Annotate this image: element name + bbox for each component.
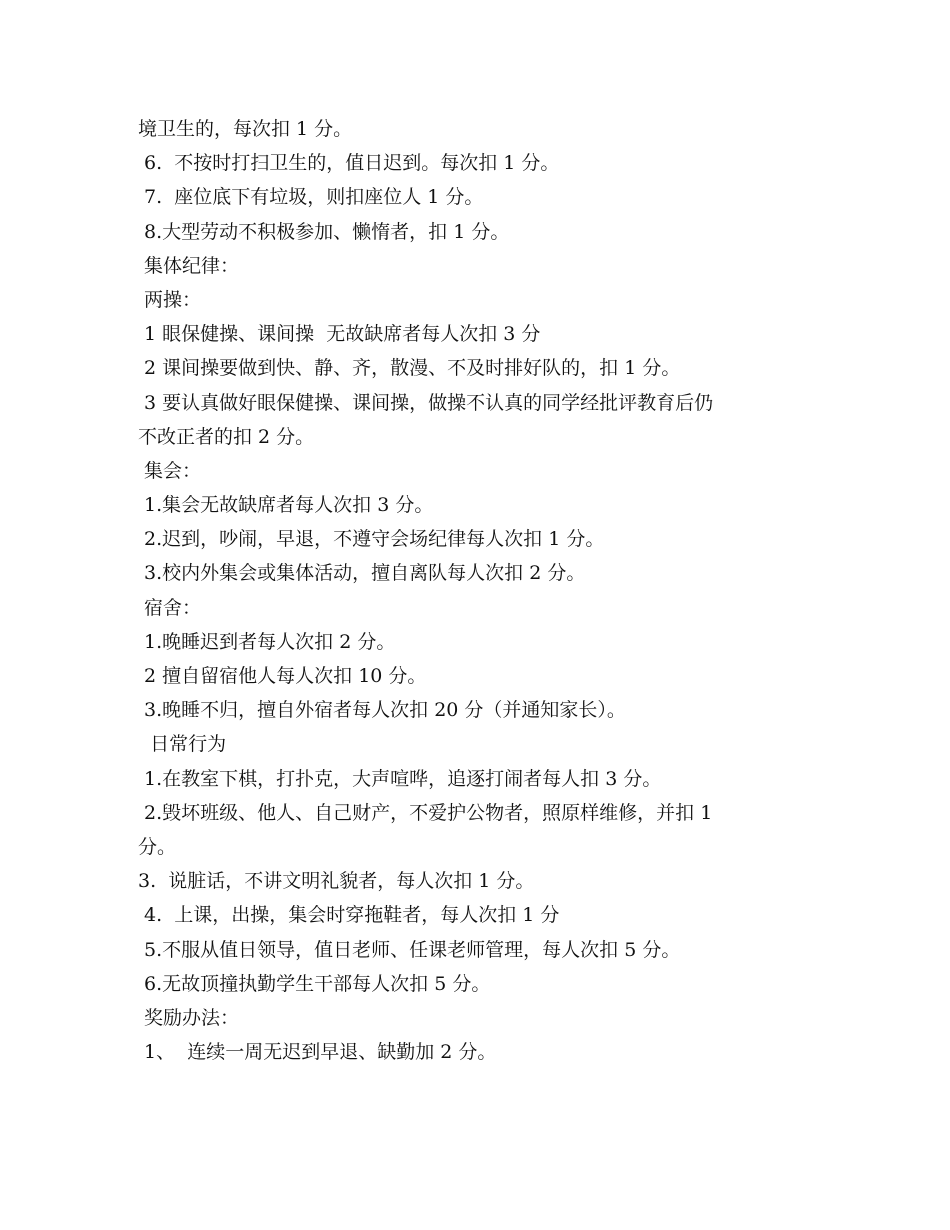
text-line: 2.迟到，吵闹，早退，不遵守会场纪律每人次扣 1 分。 (138, 528, 605, 551)
section-heading: 奖励办法： (138, 1006, 240, 1029)
text-line: 1.在教室下棋，打扑克，大声喧哗，追逐打闹者每人扣 3 分。 (138, 767, 662, 790)
text-line: 1、 连续一周无迟到早退、缺勤加 2 分。 (138, 1041, 497, 1064)
document-body (138, 112, 828, 1069)
text-line: 境卫生的，每次扣 1 分。 (138, 118, 353, 140)
text-line: 3. 说脏话，不讲文明礼貌者，每人次扣 1 分。 (138, 870, 535, 893)
subsection-heading: 宿舍： (138, 596, 202, 619)
text-line: 5.不服从值日领导，值日老师、任课老师管理，每人次扣 5 分。 (138, 938, 681, 961)
text-line: 1.晚睡迟到者每人次扣 2 分。 (138, 630, 396, 653)
text-line: 不改正者的扣 2 分。 (138, 425, 315, 448)
text-line: 7. 座位底下有垃圾，则扣座位人 1 分。 (138, 186, 484, 209)
text-line: 3 要认真做好眼保健操、课间操，做操不认真的同学经批评教育后仍 (138, 391, 714, 414)
text-line: 8.大型劳动不积极参加、懒惰者，扣 1 分。 (138, 220, 510, 243)
text-line: 1.集会无故缺席者每人次扣 3 分。 (138, 494, 434, 517)
text-line: 6.无故顶撞执勤学生干部每人次扣 5 分。 (138, 972, 491, 995)
text-line: 2 课间操要做到快、静、齐，散漫、不及时排好队的，扣 1 分。 (138, 357, 681, 380)
text-line: 3.晚睡不归，擅自外宿者每人次扣 20 分（并通知家长）。 (138, 699, 626, 722)
section-heading: 集体纪律： (138, 254, 240, 277)
text-line: 2.毁坏班级、他人、自己财产，不爱护公物者，照原样维修，并扣 1 (138, 801, 713, 824)
text-line: 4. 上课，出操，集会时穿拖鞋者，每人次扣 1 分 (138, 904, 560, 927)
text-line: 1 眼保健操、课间操 无故缺席者每人次扣 3 分 (138, 323, 541, 346)
text-line: 3.校内外集会或集体活动，擅自离队每人次扣 2 分。 (138, 562, 586, 585)
text-line: 6. 不按时打扫卫生的，值日迟到。每次扣 1 分。 (138, 152, 560, 175)
section-heading: 日常行为 (138, 733, 227, 756)
text-line: 分。 (138, 835, 177, 858)
subsection-heading: 集会： (138, 459, 202, 482)
text-line: 2 擅自留宿他人每人次扣 10 分。 (138, 665, 427, 687)
subsection-heading: 两操： (138, 288, 202, 311)
